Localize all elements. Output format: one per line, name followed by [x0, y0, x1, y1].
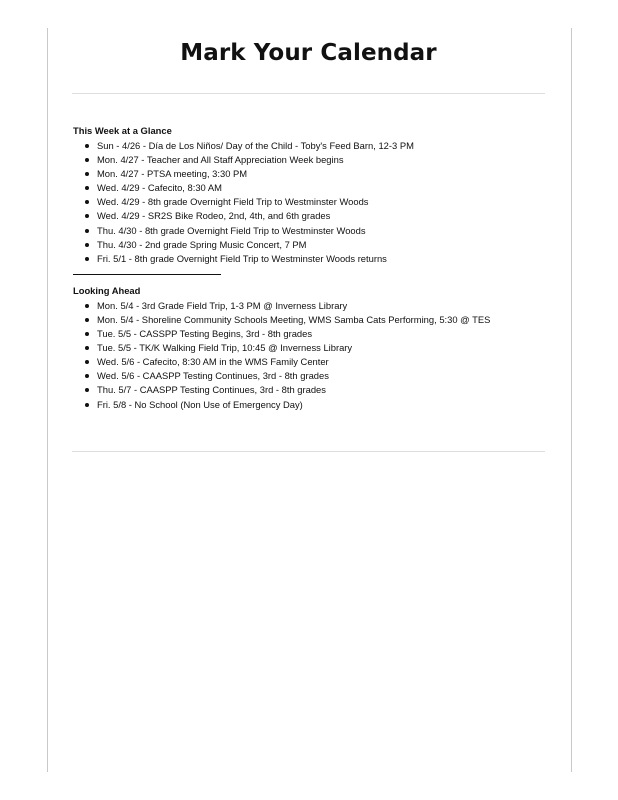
list-item	[97, 153, 553, 167]
bullet-icon	[85, 332, 89, 336]
event-text: Mon. 4/27 - PTSA meeting, 3:30 PM	[97, 168, 248, 180]
list-item	[97, 383, 553, 397]
event-text: Wed. 4/29 - SR2S Bike Rodeo, 2nd, 4th, and 6th grades	[97, 210, 331, 222]
looking-ahead-list	[73, 299, 553, 412]
bullet-icon	[85, 318, 89, 322]
event-text: Wed. 5/6 - CAASPP Testing Continues, 3rd - 8th grades	[97, 370, 329, 382]
list-item	[97, 341, 553, 355]
event-text: Mon. 5/4 - 3rd Grade Field Trip, 1-3 PM @ Inverness Library	[97, 299, 348, 311]
bullet-icon	[85, 144, 89, 148]
calendar-content	[73, 124, 553, 412]
bullet-icon	[85, 388, 89, 392]
bullet-icon	[85, 346, 89, 350]
list-item	[97, 224, 553, 238]
list-item	[97, 313, 553, 327]
list-item	[97, 398, 553, 412]
bullet-icon	[85, 186, 89, 190]
list-item	[97, 327, 553, 341]
section-divider	[73, 274, 221, 275]
list-item	[97, 139, 553, 153]
event-text: Mon. 4/27 - Teacher and All Staff Appreciation Week begins	[97, 154, 344, 166]
bullet-icon	[85, 200, 89, 204]
event-text: Thu. 5/7 - CAASPP Testing Continues, 3rd - 8th grades	[97, 384, 326, 396]
bullet-icon	[85, 403, 89, 407]
this-week-heading: This Week at a Glance	[73, 125, 172, 136]
event-text: Wed. 4/29 - 8th grade Overnight Field Trip to Westminster Woods	[97, 196, 369, 208]
list-item	[97, 369, 553, 383]
page-border-left	[47, 28, 48, 772]
list-item	[97, 238, 553, 252]
bullet-icon	[85, 360, 89, 364]
list-item	[97, 299, 553, 313]
event-text: Sun - 4/26 - Día de Los Niños/ Day of the Child - Toby's Feed Barn, 12-3 PM	[97, 140, 414, 151]
top-divider	[72, 93, 545, 94]
event-text: Wed. 4/29 - Cafecito, 8:30 AM	[97, 182, 222, 194]
list-item	[97, 355, 553, 369]
list-item	[97, 195, 553, 209]
this-week-list	[73, 139, 553, 266]
list-item	[97, 167, 553, 181]
bullet-icon	[85, 374, 89, 378]
looking-ahead-heading: Looking Ahead	[73, 284, 141, 296]
bullet-icon	[85, 172, 89, 176]
event-text: Fri. 5/1 - 8th grade Overnight Field Trip to Westminster Woods returns	[97, 252, 387, 264]
bullet-icon	[85, 158, 89, 162]
list-item	[97, 181, 553, 195]
page-title: Mark Your Calendar	[180, 40, 437, 66]
bottom-divider	[72, 451, 545, 452]
page-border-right	[571, 28, 572, 772]
event-text: Thu. 4/30 - 2nd grade Spring Music Concert, 7 PM	[97, 238, 307, 250]
event-text: Tue. 5/5 - CASSPP Testing Begins, 3rd - 8th grades	[97, 328, 313, 340]
bullet-icon	[85, 304, 89, 308]
bullet-icon	[85, 257, 89, 261]
event-text: Wed. 5/6 - Cafecito, 8:30 AM in the WMS Family Center	[97, 356, 329, 368]
event-text: Thu. 4/30 - 8th grade Overnight Field Trip to Westminster Woods	[97, 224, 366, 236]
bullet-icon	[85, 214, 89, 218]
list-item	[97, 209, 553, 223]
event-text: Mon. 5/4 - Shoreline Community Schools Meeting, WMS Samba Cats Performing, 5:30 @ TES	[97, 313, 491, 325]
bullet-icon	[85, 243, 89, 247]
event-text: Tue. 5/5 - TK/K Walking Field Trip, 10:45 @ Inverness Library	[97, 342, 353, 354]
event-text: Fri. 5/8 - No School (Non Use of Emergency Day)	[97, 398, 303, 410]
list-item	[97, 252, 553, 266]
bullet-icon	[85, 229, 89, 233]
